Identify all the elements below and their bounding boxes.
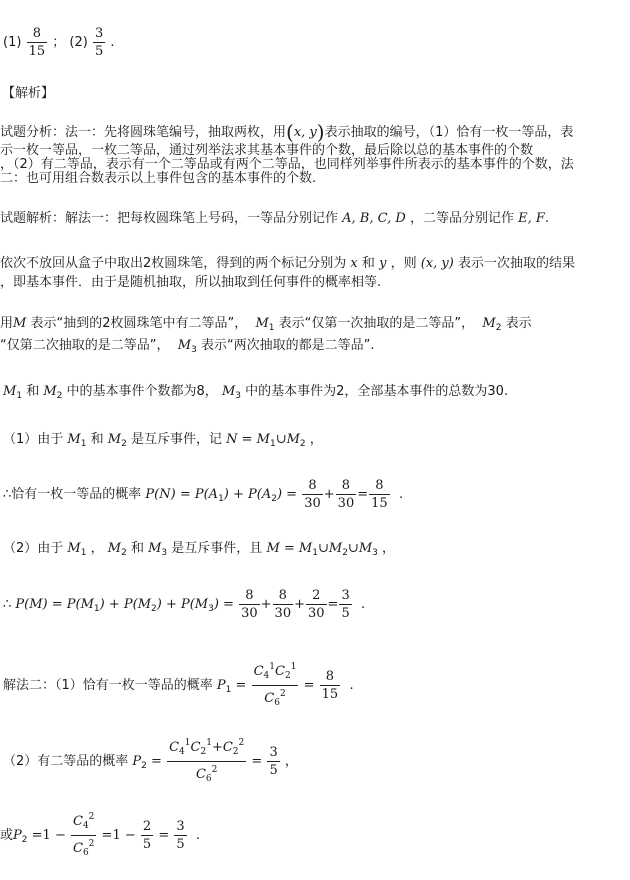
M1-symbol: M: [3, 384, 17, 399]
paren: ): [316, 120, 325, 144]
answer-part2-label: (2): [69, 35, 88, 50]
solution-text: .: [398, 487, 404, 502]
P2-symbol: P: [13, 828, 22, 843]
method2-line-2: [3, 736, 298, 787]
superscript: 2: [88, 812, 95, 822]
superscript: 1: [269, 662, 276, 672]
method2-line-3: [0, 810, 200, 861]
fraction-2-30: $\frac{2}{30}$: [308, 588, 325, 621]
P-expression: ) =: [276, 487, 298, 502]
solution-text: ∴: [3, 597, 12, 612]
solution-text: 表示: [505, 316, 532, 331]
P-expression: P(M) = P(M: [15, 597, 94, 612]
equals-sign: =: [151, 754, 162, 769]
N-equation: N = M: [226, 432, 270, 447]
solution-intro: [0, 211, 549, 227]
superscript: 2: [279, 689, 286, 699]
solution-text: .: [361, 597, 366, 612]
analysis-line-3: ，（2）有二等品，表示有一个二等品或有两个二等品，也同样列举事件所表示的基本事件的个数，法: [0, 157, 574, 172]
combination-fraction-1: [252, 660, 299, 711]
equals-sign: =: [101, 828, 113, 843]
analysis-heading: 【解析】: [2, 86, 55, 101]
fraction-8-30: $\frac{8}{30}$: [304, 478, 321, 511]
superscript: 1: [184, 738, 191, 748]
answer-separator: ；: [52, 35, 66, 50]
method2-text: （2）有二等品的概率: [3, 754, 129, 769]
subscript: 2: [284, 671, 291, 681]
fraction-8-30: $\frac{8}{30}$: [241, 588, 258, 621]
M-symbol: M: [13, 316, 27, 331]
C-symbol: C: [169, 740, 180, 755]
solution-text: 和: [361, 256, 375, 271]
P1-symbol: P: [216, 678, 226, 693]
fraction-8-15: $\frac{8}{15}$: [371, 478, 388, 511]
analysis-text: 表示抽取的编号，（1）恰有一枚一等品，表: [324, 125, 574, 140]
fraction-8-15: $\frac{8}{15}$: [321, 669, 339, 702]
solution-text: ，: [309, 432, 323, 447]
method2-text: 或: [0, 828, 14, 843]
solution-text: 是互斥事件，且: [171, 541, 263, 556]
equals-sign: =: [303, 678, 315, 693]
fraction-2-5: $\frac{2}{5}$: [142, 819, 152, 852]
C-symbol: C: [190, 740, 201, 755]
solution-text: 表示“两次抽取的都是二等品”.: [200, 338, 375, 353]
method2-text: 解法二：（1）恰有一枚一等品的概率: [3, 678, 213, 693]
method2-text: .: [195, 828, 201, 843]
y-symbol: y: [379, 256, 387, 271]
P-expression: ) + P(A: [223, 487, 272, 502]
solution-text: ，二等品分别记作: [409, 211, 514, 226]
q2-probability-line: ∴ $P(M) = P(M_1) + P(M_2) + P(M_3)$ = $\frac{8}{30}$ + $\frac{8}{30}$ + $\frac{2}{30}$ = $\frac{3}{5}$ .: [3, 588, 366, 621]
fraction-8-30: $\frac{8}{30}$: [274, 588, 292, 621]
subscript: 6: [82, 848, 89, 858]
plus-sign: +: [294, 597, 305, 612]
solution-text: 是互斥事件，记: [130, 432, 222, 447]
method2-text: .: [349, 678, 354, 693]
M3-symbol: M: [221, 384, 236, 399]
solution-text: 依次不放回从盒子中取出2枚圆珠笔，得到的两个标记分别为: [0, 256, 347, 271]
equals-sign: =: [31, 828, 43, 843]
solution-text: ，: [90, 541, 104, 556]
superscript: 1: [206, 738, 212, 748]
equals-sign: =: [235, 678, 247, 693]
combination-fraction-2: [167, 736, 246, 787]
method2-text: ，: [284, 754, 298, 769]
P-expression: P(N) = P(A: [145, 487, 219, 502]
subscript: 2: [200, 747, 207, 757]
equals-sign: =: [357, 487, 369, 502]
subscript: 6: [274, 698, 280, 708]
xy-symbol: x, y: [293, 125, 317, 140]
analysis-text: 试题分析：法一：先将圆珠笔编号，抽取两枚，用: [0, 125, 287, 140]
M2-symbol: M: [43, 384, 57, 399]
subscript: 4: [82, 821, 89, 831]
C-symbol: C: [72, 814, 83, 829]
subscript: 1: [225, 685, 232, 695]
pair-symbol: (x, y): [420, 256, 454, 271]
solution-text: 和: [130, 541, 144, 556]
subscript: 2: [141, 761, 147, 771]
first-grade-labels: A, B, C, D: [342, 211, 406, 226]
P-expression: ) =: [213, 597, 234, 612]
M3-symbol: M: [148, 541, 162, 556]
solution-text: 中的基本事件个数都为8，: [66, 384, 218, 399]
union-symbol: ∪M: [317, 541, 343, 556]
solution-text: 用: [0, 316, 14, 331]
solution-text: ，则: [390, 256, 417, 271]
solution-text: “仅第二次抽取的是二等品”，: [0, 338, 170, 353]
superscript: 1: [290, 662, 297, 672]
solution-text: .: [544, 211, 550, 226]
P2-symbol: P: [132, 754, 142, 769]
answer-end: .: [110, 35, 115, 50]
C-symbol: C: [253, 664, 264, 679]
C-symbol: C: [275, 664, 285, 679]
analysis-line-4: 二：也可用组合数表示以上事件包含的基本事件的个数.: [0, 171, 317, 186]
fraction-3-5: $\frac{3}{5}$: [341, 588, 350, 621]
draw-line-2: ，即基本事件．由于是随机抽取，所以抽取到任何事件的概率相等.: [0, 275, 382, 290]
equals-sign: =: [158, 828, 170, 843]
solution-text: ，: [382, 541, 396, 556]
union-symbol: ∪M: [275, 432, 300, 447]
superscript: 2: [88, 839, 95, 849]
subscript: 4: [263, 671, 270, 681]
P-expression: ) + P(M: [99, 597, 152, 612]
subscript: 4: [179, 747, 185, 757]
superscript: 2: [238, 738, 245, 748]
M2-symbol: M: [482, 316, 496, 331]
fraction-3-5: $\frac{3}{5}$: [269, 745, 278, 778]
equals-sign: =: [327, 597, 339, 612]
fraction-8-30: $\frac{8}{30}$: [337, 478, 355, 511]
M2-symbol: M: [107, 432, 122, 447]
analysis-line-2: 示一枚一等品，一枚二等品，通过列举法求其基本事件的个数，最后除以总的基本事件的个数: [0, 143, 534, 158]
solution-text: 和: [90, 432, 104, 447]
definition-line-1: 用M 表示“抽到的2枚圆珠笔中有二等品”， $M_1$ 表示“仅第一次抽取的是二等品”， $M_2$ 表示: [0, 316, 532, 333]
solution-text: 试题解析：解法一：把每枚圆珠笔上号码，一等品分别记作: [0, 211, 339, 226]
C-symbol: C: [72, 841, 83, 856]
M1-symbol: M: [255, 316, 269, 331]
equals-sign: =: [251, 754, 263, 769]
solution-text: 表示“仅第一次抽取的是二等品”，: [278, 316, 475, 331]
union-symbol: ∪M: [347, 541, 373, 556]
answer-fraction-1: $\frac{8}{15}$: [28, 26, 46, 59]
answer-part1-label: (1): [3, 35, 22, 50]
subscript: 2: [232, 747, 239, 757]
M2-symbol: M: [107, 541, 122, 556]
paren: (: [286, 120, 294, 144]
second-grade-labels: E, F: [518, 211, 545, 226]
C-symbol: C: [222, 740, 233, 755]
M-equation: M = M: [266, 541, 313, 556]
M1-symbol: M: [67, 541, 81, 556]
solution-text: 和: [26, 384, 40, 399]
P-expression: ) + P(M: [156, 597, 209, 612]
count-line: $M_1$ 和 $M_2$ 中的基本事件个数都为8， $M_3$ 中的基本事件为2，全部基本事件的总数为30.: [3, 384, 509, 401]
analysis-line-1: [0, 120, 574, 144]
minus-expression: 1 −: [112, 828, 136, 843]
method2-line-1: [3, 660, 354, 711]
draw-line-1: [0, 256, 575, 272]
q2-line: （2）由于 $M_1$ ， $M_2$ 和 $M_3$ 是互斥事件，且 $M = M_1\cup M_2\cup M_3$ ，: [3, 541, 396, 558]
solution-text: 表示一次抽取的结果: [457, 256, 575, 271]
minus-expression: 1 −: [42, 828, 66, 843]
M3-symbol: M: [177, 338, 192, 353]
subscript: 6: [205, 774, 212, 784]
q1-probability-line: ∴恰有一枚一等品的概率 $P(N) = P(A_1) + P(A_2)$ = $\frac{8}{30}$ + $\frac{8}{30}$ = $\frac{8}{15}$ .: [3, 478, 404, 511]
subscript: 2: [21, 835, 28, 845]
C-symbol: C: [195, 767, 206, 782]
M1-symbol: M: [67, 432, 81, 447]
solution-text: ∴恰有一枚一等品的概率: [3, 487, 142, 502]
answer-fraction-2: $\frac{3}{5}$: [94, 26, 104, 59]
q1-line: （1）由于 $M_1$ 和 $M_2$ 是互斥事件，记 $N = M_1\cup M_2$ ，: [3, 432, 323, 449]
plus-sign: +: [323, 487, 335, 502]
C-symbol: C: [264, 691, 275, 706]
answer-line: [3, 26, 115, 59]
x-symbol: x: [350, 256, 358, 271]
solution-text: 表示“抽到的2枚圆珠笔中有二等品”，: [30, 316, 248, 331]
definition-line-2: “仅第二次抽取的是二等品”， $M_3$ 表示“两次抽取的都是二等品”.: [0, 338, 375, 355]
combination-fraction-3: [71, 810, 96, 861]
plus-sign: +: [260, 597, 272, 612]
plus-sign: +: [211, 740, 223, 755]
solution-text: （1）由于: [3, 432, 64, 447]
solution-text: 中的基本事件为2，全部基本事件的总数为30.: [245, 384, 509, 399]
solution-text: （2）由于: [3, 541, 64, 556]
superscript: 2: [211, 765, 218, 775]
fraction-3-5: $\frac{3}{5}$: [176, 819, 185, 852]
